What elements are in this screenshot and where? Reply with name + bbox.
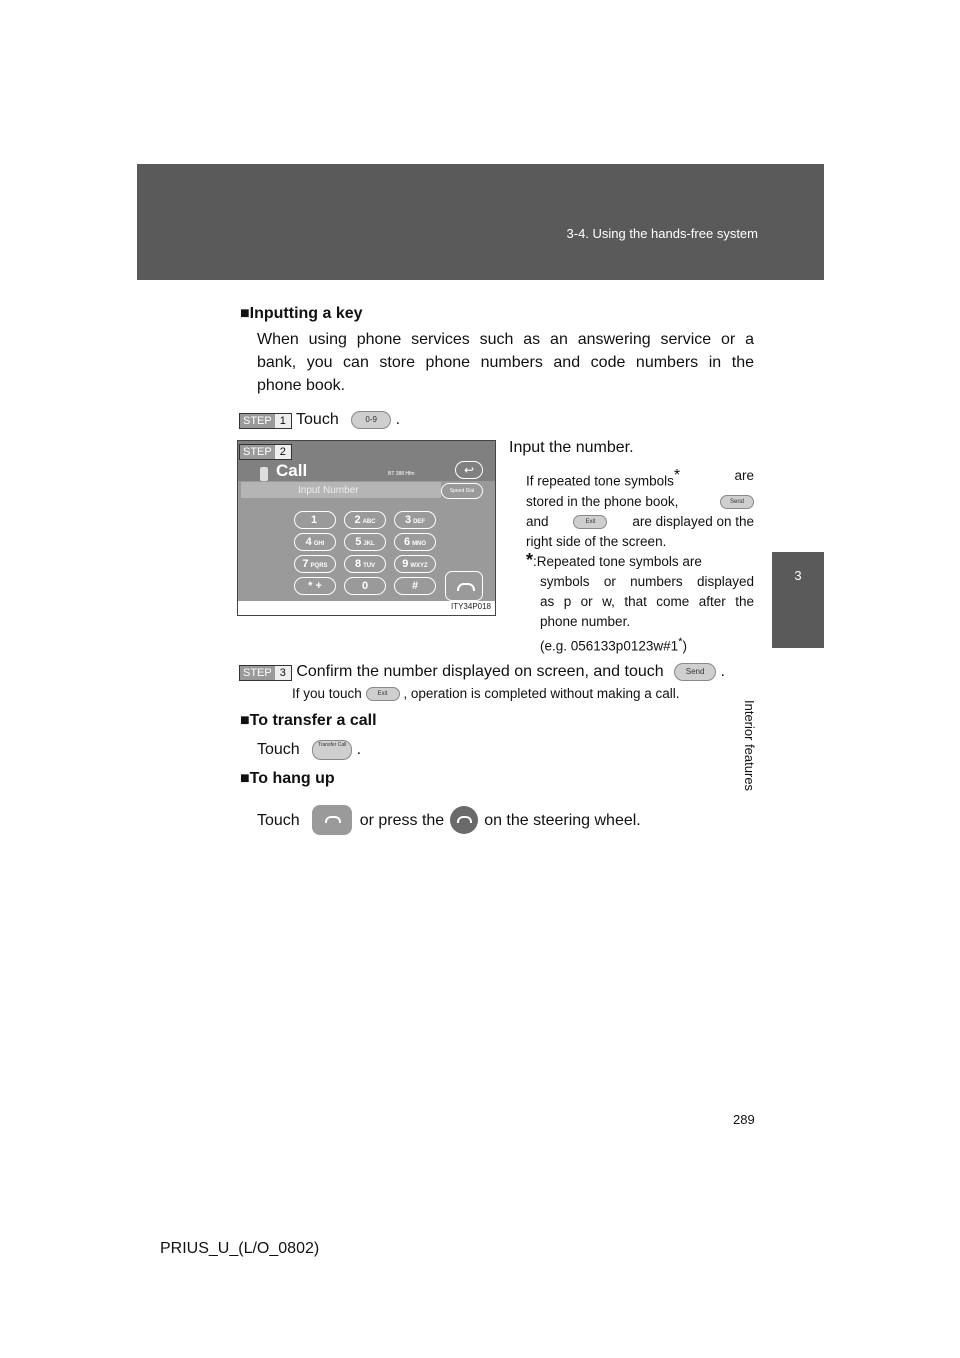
- step2-text: Input the number.: [509, 439, 634, 456]
- back-icon: ↩: [455, 461, 483, 479]
- send-button: Send: [720, 495, 754, 509]
- period: .: [395, 411, 401, 428]
- key-6: 6 MNO: [394, 533, 436, 551]
- step1-text: Touch: [296, 411, 339, 428]
- intro-line: phone book.: [257, 377, 346, 394]
- key-1: 1: [294, 511, 336, 529]
- exit-button: Exit: [573, 515, 607, 529]
- note-line: stored in the phone book, Send: [526, 492, 754, 512]
- document-code: PRIUS_U_(L/O_0802): [160, 1240, 320, 1257]
- note-line: If repeated tone symbols* are: [526, 467, 754, 489]
- step2-badge: STEP 2: [239, 442, 292, 460]
- chapter-tab: [772, 552, 824, 648]
- phone-icon: [260, 467, 268, 481]
- key-3: 3 DEF: [394, 511, 436, 529]
- key-8: 8 TUV: [344, 555, 386, 573]
- key-hash: #: [394, 577, 436, 595]
- speed-dial-button: Speed Dial: [441, 483, 483, 499]
- step1-row: [239, 408, 400, 431]
- transfer-row: Touch Transfer Call .: [257, 741, 362, 758]
- step2-note: [526, 466, 754, 552]
- hang-up-icon: [445, 571, 483, 601]
- key-5: 5 JKL: [344, 533, 386, 551]
- step3-note: If you touch Exit , operation is completed without making a call.: [292, 686, 680, 701]
- image-code: ITY34P018: [450, 602, 491, 611]
- input-number-label: Input Number: [298, 485, 359, 496]
- heading-transfer-call: ■To transfer a call: [240, 712, 377, 729]
- key-2: 2 ABC: [344, 511, 386, 529]
- exit-button: Exit: [366, 687, 400, 701]
- key-7: 7 PQRS: [294, 555, 336, 573]
- key-9: 9 WXYZ: [394, 555, 436, 573]
- intro-line: bank, you can store phone numbers and code numbers in the: [257, 354, 754, 371]
- digits-button: 0-9: [351, 411, 391, 429]
- hang-up-button-icon: [312, 805, 352, 835]
- header-band: [137, 164, 824, 280]
- hang-up-row: Touch or press the on the steering wheel.: [257, 805, 641, 835]
- period: .: [720, 663, 725, 680]
- heading-inputting-key: ■Inputting a key: [240, 305, 363, 322]
- intro-line: When using phone services such as an answering service or a: [257, 331, 754, 348]
- step3-row: [239, 660, 725, 683]
- key-0: 0: [344, 577, 386, 595]
- status-icons: BT 388 Hfm: [388, 471, 415, 477]
- send-button: Send: [674, 663, 716, 681]
- asterisk-note: *:Repeated tone symbols are symbols or numbers displayed as p or w, that come after the phone number. (e.g. 056133p0123w#1*): [526, 550, 754, 654]
- chapter-number: 3: [794, 568, 802, 583]
- screen-title: Call: [276, 461, 308, 480]
- key-4: 4 GHI: [294, 533, 336, 551]
- step3-badge: STEP 3: [239, 665, 292, 681]
- step1-badge: STEP 1: [239, 413, 292, 429]
- key-star: * +: [294, 577, 336, 595]
- step3-text: Confirm the number displayed on screen, and touch: [296, 663, 664, 680]
- chapter-label: Interior features: [742, 700, 757, 792]
- note-line: right side of the screen.: [526, 533, 667, 549]
- intro-paragraph: [257, 328, 754, 397]
- steering-hang-up-icon: [450, 806, 478, 834]
- transfer-call-button: Transfer Call: [312, 740, 352, 760]
- phone-screen-image: [237, 440, 496, 616]
- note-line: and Exit are displayed on the: [526, 513, 754, 529]
- heading-hang-up: ■To hang up: [240, 770, 335, 787]
- section-title: 3-4. Using the hands-free system: [566, 226, 758, 241]
- page-number: 289: [733, 1112, 755, 1127]
